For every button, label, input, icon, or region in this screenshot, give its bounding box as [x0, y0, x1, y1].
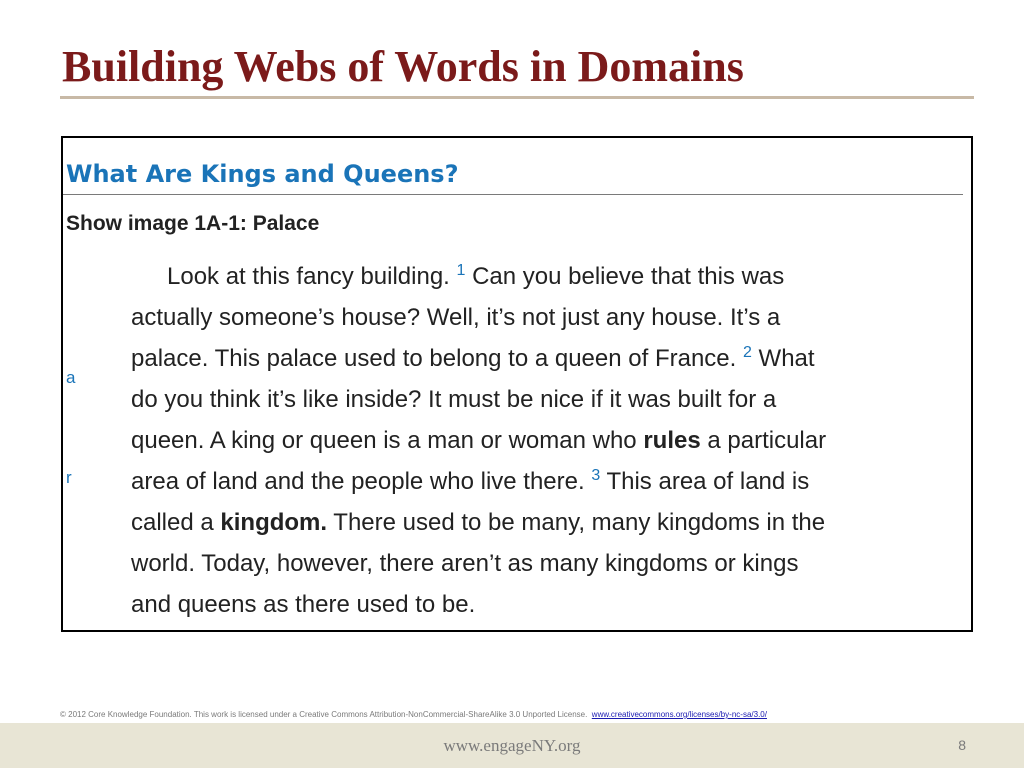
story-text: world. Today, however, there aren’t as many kingdoms or kings: [131, 550, 799, 577]
story-line: [131, 379, 971, 420]
license-credit: [60, 709, 767, 721]
story-line: [131, 584, 971, 625]
margin-fragment: r: [66, 468, 72, 487]
story-line: [131, 256, 971, 297]
story-text: a particular: [700, 427, 827, 454]
story-paragraph: [131, 256, 971, 625]
story-text: Look at this fancy building.: [167, 263, 457, 290]
story-text: Can you believe that this was: [465, 263, 785, 290]
footer-bar: [0, 723, 1024, 768]
license-text: © 2012 Core Knowledge Foundation. This work is licensed under a Creative Commons Attribution-NonCommercial-ShareAlike 3.0 Unported License.: [60, 710, 588, 719]
story-line: [131, 502, 971, 543]
story-text: What: [751, 345, 815, 372]
story-text: do you think it’s like inside? It must be nice if it was built for a: [131, 386, 777, 413]
section-heading: What Are Kings and Queens?: [66, 160, 459, 188]
story-text: palace. This palace used to belong to a queen of France.: [131, 345, 743, 372]
story-text: area of land and the people who live there.: [131, 468, 592, 495]
vocabulary-word: kingdom.: [220, 509, 328, 536]
story-text: actually someone’s house? Well, it’s not just any house. It’s a: [131, 304, 781, 331]
story-line: [131, 338, 971, 379]
story-text: called a: [131, 509, 221, 536]
slide-title: Building Webs of Words in Domains: [62, 42, 744, 91]
image-label: Show image 1A-1: Palace: [66, 212, 320, 235]
margin-fragment: a: [66, 368, 76, 387]
excerpt-box: [61, 136, 973, 632]
page-number: 8: [958, 737, 966, 753]
story-line: [131, 543, 971, 584]
story-line: [131, 420, 971, 461]
footer-site-url: www.engageNY.org: [443, 736, 581, 755]
heading-divider: [63, 194, 963, 195]
license-link[interactable]: www.creativecommons.org/licenses/by-nc-sa/3.0/: [591, 710, 767, 719]
story-text: This area of land is: [600, 468, 810, 495]
footnote-marker: 2: [742, 344, 752, 361]
story-text: There used to be many, many kingdoms in the: [327, 509, 826, 536]
story-line: [131, 461, 971, 502]
title-divider: [60, 96, 974, 99]
story-line: [131, 297, 971, 338]
footnote-marker: 3: [591, 467, 601, 484]
footnote-marker: 1: [456, 262, 466, 279]
story-text: queen. A king or queen is a man or woman who: [131, 427, 644, 454]
vocabulary-word: rules: [643, 427, 701, 454]
story-text: and queens as there used to be.: [131, 591, 476, 618]
